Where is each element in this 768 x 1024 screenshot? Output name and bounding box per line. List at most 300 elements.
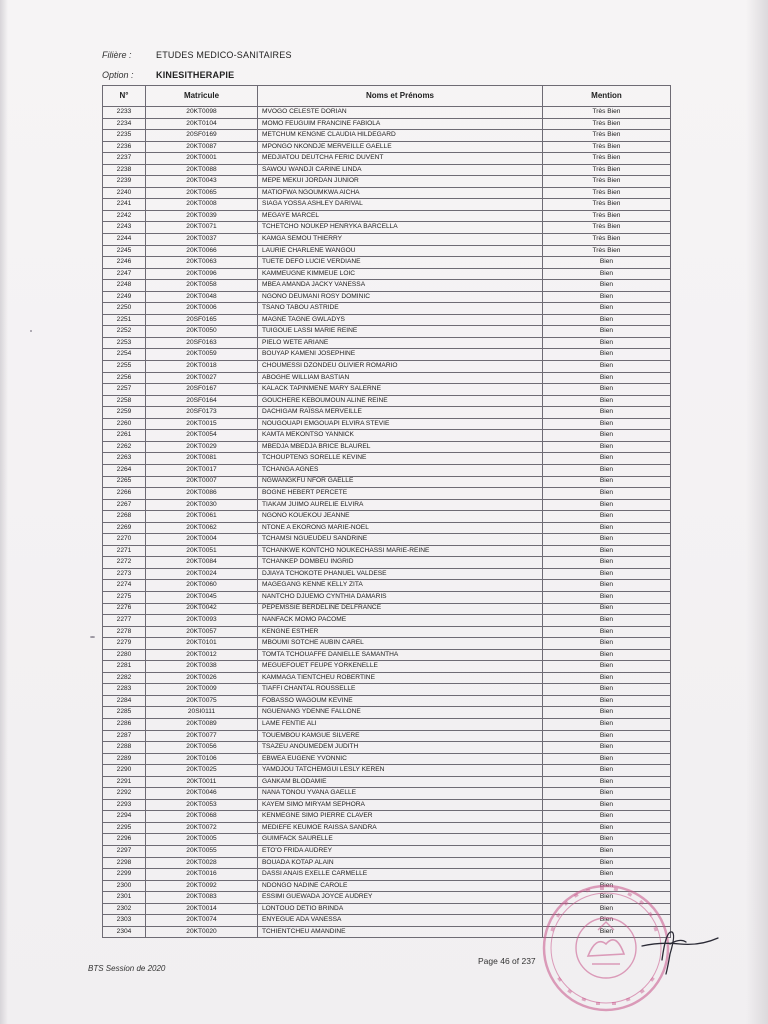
cell-number: 2265 <box>103 476 146 488</box>
cell-matricule: 20KT0015 <box>146 418 258 430</box>
cell-mention: Bien <box>543 811 671 823</box>
table-row <box>103 846 671 858</box>
cell-number: 2247 <box>103 268 146 280</box>
cell-number: 2278 <box>103 626 146 638</box>
cell-mention: Bien <box>543 626 671 638</box>
cell-name: TSAZEU ANOUMEDEM JUDITH <box>258 742 543 754</box>
cell-number: 2302 <box>103 903 146 915</box>
cell-mention: Bien <box>543 672 671 684</box>
cell-mention: Bien <box>543 488 671 500</box>
cell-number: 2304 <box>103 926 146 938</box>
cell-number: 2298 <box>103 857 146 869</box>
cell-name: TIAKAM JUIMO AURELIE ELVIRA <box>258 499 543 511</box>
cell-matricule: 20KT0006 <box>146 303 258 315</box>
cell-number: 2234 <box>103 118 146 130</box>
cell-number: 2272 <box>103 557 146 569</box>
cell-mention: Bien <box>543 337 671 349</box>
cell-mention: Bien <box>543 568 671 580</box>
cell-name: NTONE A EKORONG MARIE-NOEL <box>258 522 543 534</box>
cell-matricule: 20KT0087 <box>146 141 258 153</box>
cell-matricule: 20KT0011 <box>146 776 258 788</box>
cell-matricule: 20KT0028 <box>146 857 258 869</box>
table-row <box>103 464 671 476</box>
table-row <box>103 280 671 292</box>
cell-number: 2274 <box>103 580 146 592</box>
table-row <box>103 337 671 349</box>
cell-name: MBEDJA MBEDJA BRICE BLAUREL <box>258 441 543 453</box>
cell-number: 2266 <box>103 488 146 500</box>
table-row <box>103 245 671 257</box>
cell-name: TCHAMSI NGUEUDEU SANDRINE <box>258 534 543 546</box>
cell-name: ENYEGUE ADA VANESSA <box>258 915 543 927</box>
cell-matricule: 20KT0089 <box>146 718 258 730</box>
cell-mention: Bien <box>543 280 671 292</box>
cell-name: BOUADA KOTAP ALAIN <box>258 857 543 869</box>
cell-mention: Bien <box>543 326 671 338</box>
cell-mention: Bien <box>543 407 671 419</box>
cell-name: KAMMAGA TIENTCHEU ROBERTINE <box>258 672 543 684</box>
cell-mention: Bien <box>543 603 671 615</box>
cell-name: DASSI ANAIS EXELLE CARMELLE <box>258 869 543 881</box>
cell-matricule: 20KT0106 <box>146 753 258 765</box>
table-row <box>103 765 671 777</box>
cell-matricule: 20KT0088 <box>146 164 258 176</box>
cell-matricule: 20KT0042 <box>146 603 258 615</box>
cell-number: 2261 <box>103 430 146 442</box>
cell-mention: Bien <box>543 638 671 650</box>
cell-name: MBOUMI SOTCHE AUBIN CAREL <box>258 638 543 650</box>
table-row <box>103 742 671 754</box>
cell-name: METCHUM KENGNE CLAUDIA HILDEGARD <box>258 130 543 142</box>
cell-name: MBEA AMANDA JACKY VANESSA <box>258 280 543 292</box>
scan-shadow-right <box>746 0 768 1024</box>
table-row <box>103 257 671 269</box>
table-row <box>103 395 671 407</box>
cell-name: NANA TONOU YVANA GAELLE <box>258 788 543 800</box>
cell-matricule: 20KT0068 <box>146 811 258 823</box>
cell-matricule: 20KT0004 <box>146 534 258 546</box>
cell-mention: Bien <box>543 430 671 442</box>
cell-name: BOGNE HEBERT PERCETE <box>258 488 543 500</box>
cell-matricule: 20KT0055 <box>146 846 258 858</box>
cell-mention: Très Bien <box>543 222 671 234</box>
cell-name: TCHIENTCHEU AMANDINE <box>258 926 543 938</box>
cell-name: NGWANGKFU NFOR GAELLE <box>258 476 543 488</box>
cell-name: TCHANKEP DOMBEU INGRID <box>258 557 543 569</box>
table-row <box>103 591 671 603</box>
cell-name: GOUCHERE KEBOUMOUN ALINE REINE <box>258 395 543 407</box>
cell-mention: Très Bien <box>543 210 671 222</box>
cell-number: 2235 <box>103 130 146 142</box>
cell-mention: Bien <box>543 303 671 315</box>
cell-matricule: 20KT0008 <box>146 199 258 211</box>
table-row <box>103 695 671 707</box>
cell-number: 2283 <box>103 684 146 696</box>
table-row <box>103 545 671 557</box>
cell-matricule: 20KT0083 <box>146 892 258 904</box>
cell-name: TCHOUPTENG SORELLE KEVINE <box>258 453 543 465</box>
cell-mention: Bien <box>543 776 671 788</box>
cell-number: 2255 <box>103 361 146 373</box>
table-row <box>103 753 671 765</box>
cell-number: 2286 <box>103 718 146 730</box>
cell-matricule: 20KT0038 <box>146 661 258 673</box>
cell-number: 2256 <box>103 372 146 384</box>
cell-mention: Très Bien <box>543 245 671 257</box>
cell-mention: Bien <box>543 384 671 396</box>
cell-name: DACHIGAM RAÏSSA MERVEILLE <box>258 407 543 419</box>
cell-name: SAWOU WANDJI CARINE LINDA <box>258 164 543 176</box>
cell-matricule: 20KT0056 <box>146 742 258 754</box>
cell-matricule: 20KT0016 <box>146 869 258 881</box>
cell-matricule: 20KT0001 <box>146 153 258 165</box>
table-row <box>103 291 671 303</box>
cell-number: 2241 <box>103 199 146 211</box>
cell-name: KAYEM SIMO MIRYAM SEPHORA <box>258 799 543 811</box>
cell-mention: Bien <box>543 511 671 523</box>
cell-mention: Bien <box>543 395 671 407</box>
cell-number: 2268 <box>103 511 146 523</box>
cell-name: MPONGO NKONDJE MERVEILLE GAELLE <box>258 141 543 153</box>
table-row <box>103 372 671 384</box>
table-header-row <box>103 86 671 107</box>
cell-name: MVOGO CELESTE DORIAN <box>258 107 543 119</box>
cell-number: 2242 <box>103 210 146 222</box>
cell-number: 2252 <box>103 326 146 338</box>
table-row <box>103 164 671 176</box>
table-row <box>103 349 671 361</box>
cell-matricule: 20KT0053 <box>146 799 258 811</box>
cell-name: KAMTA MEKONTSO YANNICK <box>258 430 543 442</box>
results-table <box>102 85 671 938</box>
table-row <box>103 499 671 511</box>
cell-number: 2290 <box>103 765 146 777</box>
table-row <box>103 857 671 869</box>
cell-number: 2288 <box>103 742 146 754</box>
column-header-name: Noms et Prénoms <box>258 86 543 107</box>
scan-shadow-left <box>0 0 8 1024</box>
cell-mention: Bien <box>543 534 671 546</box>
table-row <box>103 210 671 222</box>
cell-number: 2251 <box>103 314 146 326</box>
table-row <box>103 488 671 500</box>
cell-matricule: 20KT0058 <box>146 280 258 292</box>
cell-matricule: 20KT0043 <box>146 176 258 188</box>
cell-number: 2296 <box>103 834 146 846</box>
cell-name: TIAFFI CHANTAL ROUSSELLE <box>258 684 543 696</box>
cell-matricule: 20KT0018 <box>146 361 258 373</box>
cell-number: 2253 <box>103 337 146 349</box>
cell-number: 2254 <box>103 349 146 361</box>
cell-mention: Bien <box>543 926 671 938</box>
table-row <box>103 130 671 142</box>
cell-name: GANKAM BLODAMIE <box>258 776 543 788</box>
option-label: Option : <box>102 70 134 80</box>
cell-number: 2276 <box>103 603 146 615</box>
cell-mention: Bien <box>543 799 671 811</box>
table-row <box>103 268 671 280</box>
table-row <box>103 788 671 800</box>
cell-number: 2245 <box>103 245 146 257</box>
table-row <box>103 799 671 811</box>
table-row <box>103 822 671 834</box>
table-row <box>103 453 671 465</box>
cell-number: 2275 <box>103 591 146 603</box>
cell-number: 2243 <box>103 222 146 234</box>
cell-mention: Bien <box>543 453 671 465</box>
cell-matricule: 20KT0084 <box>146 557 258 569</box>
cell-name: MEPE MEKUI JORDAN JUNIOR <box>258 176 543 188</box>
cell-name: SIAGA YOSSA ASHLEY DARIVAL <box>258 199 543 211</box>
table-row <box>103 511 671 523</box>
cell-name: KALACK TAPINMENE MARY SALERNE <box>258 384 543 396</box>
cell-matricule: 20KT0077 <box>146 730 258 742</box>
table-row <box>103 730 671 742</box>
cell-name: KAMMEUGNE KIMMEUE LOIC <box>258 268 543 280</box>
cell-name: BOUYAP KAMENI JOSEPHINE <box>258 349 543 361</box>
table-row <box>103 153 671 165</box>
cell-number: 2233 <box>103 107 146 119</box>
cell-name: TCHANGA AGNES <box>258 464 543 476</box>
cell-number: 2257 <box>103 384 146 396</box>
cell-matricule: 20SF0173 <box>146 407 258 419</box>
cell-matricule: 20KT0065 <box>146 187 258 199</box>
table-row <box>103 361 671 373</box>
cell-mention: Bien <box>543 314 671 326</box>
cell-number: 2299 <box>103 869 146 881</box>
cell-mention: Bien <box>543 372 671 384</box>
cell-mention: Bien <box>543 291 671 303</box>
column-header-mention: Mention <box>543 86 671 107</box>
cell-mention: Très Bien <box>543 153 671 165</box>
cell-name: MEGUEFOUET FEUPE YORKENELLE <box>258 661 543 673</box>
cell-matricule: 20KT0024 <box>146 568 258 580</box>
cell-mention: Bien <box>543 545 671 557</box>
cell-number: 2303 <box>103 915 146 927</box>
option-value: KINESITHERAPIE <box>156 70 235 80</box>
table-row <box>103 672 671 684</box>
cell-number: 2281 <box>103 661 146 673</box>
cell-name: MOMO FEUGUIM FRANCINE FABIOLA <box>258 118 543 130</box>
table-row <box>103 187 671 199</box>
cell-name: TCHANKWE KONTCHO NOUKECHASSI MARIE-REINE <box>258 545 543 557</box>
cell-mention: Bien <box>543 857 671 869</box>
cell-number: 2236 <box>103 141 146 153</box>
cell-matricule: 20KT0060 <box>146 580 258 592</box>
cell-number: 2295 <box>103 822 146 834</box>
cell-matricule: 20KT0007 <box>146 476 258 488</box>
cell-name: CHOUMESSI DZONDEU OLIVIER ROMARIO <box>258 361 543 373</box>
cell-matricule: 20KT0057 <box>146 626 258 638</box>
cell-number: 2301 <box>103 892 146 904</box>
table-row <box>103 684 671 696</box>
table-row <box>103 176 671 188</box>
cell-number: 2287 <box>103 730 146 742</box>
cell-matricule: 20KT0050 <box>146 326 258 338</box>
cell-name: NOUGOUAPI EMGOUAPI ELVIRA STEVIE <box>258 418 543 430</box>
cell-number: 2271 <box>103 545 146 557</box>
cell-name: NGONO DEUMANI ROSY DOMINIC <box>258 291 543 303</box>
cell-mention: Très Bien <box>543 176 671 188</box>
cell-name: TSANO TABOU ASTRIDE <box>258 303 543 315</box>
table-row <box>103 199 671 211</box>
cell-mention: Bien <box>543 591 671 603</box>
cell-mention: Bien <box>543 707 671 719</box>
cell-mention: Bien <box>543 464 671 476</box>
cell-name: PEPEMSSIE BERDELINE DELFRANCE <box>258 603 543 615</box>
cell-matricule: 20KT0071 <box>146 222 258 234</box>
cell-number: 2279 <box>103 638 146 650</box>
cell-name: MAGNE TAGNE GWLADYS <box>258 314 543 326</box>
cell-matricule: 20KT0074 <box>146 915 258 927</box>
cell-mention: Bien <box>543 892 671 904</box>
cell-number: 2273 <box>103 568 146 580</box>
table-row <box>103 776 671 788</box>
cell-number: 2239 <box>103 176 146 188</box>
cell-matricule: 20KT0005 <box>146 834 258 846</box>
cell-number: 2263 <box>103 453 146 465</box>
cell-mention: Bien <box>543 695 671 707</box>
cell-matricule: 20KT0086 <box>146 488 258 500</box>
cell-name: NGUENANG YDENNE FALLONE <box>258 707 543 719</box>
cell-matricule: 20SF0169 <box>146 130 258 142</box>
cell-name: ESSIMI GUEWADA JOYCE AUDREY <box>258 892 543 904</box>
cell-name: GUIMFACK SAURELLE <box>258 834 543 846</box>
table-row <box>103 568 671 580</box>
cell-name: LAME FENTIE ALI <box>258 718 543 730</box>
cell-name: MEGAYE MARCEL <box>258 210 543 222</box>
table-row <box>103 222 671 234</box>
table-row <box>103 118 671 130</box>
table-row <box>103 441 671 453</box>
cell-name: EBWEA EUGENE YVONNIC <box>258 753 543 765</box>
cell-name: YAMDJOU TATCHEMGUI LESLY KEREN <box>258 765 543 777</box>
handwritten-signature-icon <box>640 920 720 980</box>
cell-mention: Bien <box>543 441 671 453</box>
cell-matricule: 20KT0092 <box>146 880 258 892</box>
cell-mention: Très Bien <box>543 118 671 130</box>
cell-matricule: 20KT0104 <box>146 118 258 130</box>
table-row <box>103 707 671 719</box>
cell-number: 2297 <box>103 846 146 858</box>
cell-matricule: 20KT0045 <box>146 591 258 603</box>
option-line <box>102 70 234 80</box>
cell-mention: Bien <box>543 846 671 858</box>
cell-number: 2246 <box>103 257 146 269</box>
cell-number: 2267 <box>103 499 146 511</box>
cell-mention: Très Bien <box>543 199 671 211</box>
cell-mention: Bien <box>543 522 671 534</box>
cell-name: MEDJIATOU DEUTCHA FERIC DUVENT <box>258 153 543 165</box>
cell-matricule: 20KT0020 <box>146 926 258 938</box>
cell-matricule: 20KT0062 <box>146 522 258 534</box>
cell-mention: Très Bien <box>543 141 671 153</box>
cell-matricule: 20SF0163 <box>146 337 258 349</box>
cell-number: 2249 <box>103 291 146 303</box>
table-row <box>103 649 671 661</box>
cell-number: 2289 <box>103 753 146 765</box>
cell-mention: Très Bien <box>543 234 671 246</box>
cell-number: 2258 <box>103 395 146 407</box>
cell-number: 2240 <box>103 187 146 199</box>
cell-number: 2291 <box>103 776 146 788</box>
cell-name: LAURIE CHARLENE WANGOU <box>258 245 543 257</box>
cell-matricule: 20KT0048 <box>146 291 258 303</box>
cell-matricule: 20KT0051 <box>146 545 258 557</box>
cell-mention: Bien <box>543 476 671 488</box>
cell-matricule: 20KT0027 <box>146 372 258 384</box>
table-row <box>103 534 671 546</box>
table-row <box>103 430 671 442</box>
cell-number: 2237 <box>103 153 146 165</box>
table-row <box>103 615 671 627</box>
cell-number: 2262 <box>103 441 146 453</box>
cell-name: TUETE DEFO LUCIE VERDIANE <box>258 257 543 269</box>
cell-number: 2284 <box>103 695 146 707</box>
cell-name: TOUEMBOU KAMGUE SILVERE <box>258 730 543 742</box>
table-row <box>103 626 671 638</box>
cell-mention: Bien <box>543 268 671 280</box>
cell-name: NGONO KOUEKOU JEANNE <box>258 511 543 523</box>
cell-number: 2282 <box>103 672 146 684</box>
cell-number: 2269 <box>103 522 146 534</box>
cell-mention: Très Bien <box>543 130 671 142</box>
cell-matricule: 20KT0030 <box>146 499 258 511</box>
filiere-label: Filière : <box>102 50 132 60</box>
cell-matricule: 20KT0072 <box>146 822 258 834</box>
cell-mention: Bien <box>543 915 671 927</box>
cell-mention: Bien <box>543 361 671 373</box>
cell-name: MAGEGANG KENNE KELLY ZITA <box>258 580 543 592</box>
cell-mention: Bien <box>543 661 671 673</box>
cell-matricule: 20KT0014 <box>146 903 258 915</box>
cell-mention: Bien <box>543 649 671 661</box>
cell-matricule: 20SI0111 <box>146 707 258 719</box>
cell-mention: Bien <box>543 718 671 730</box>
cell-matricule: 20SF0164 <box>146 395 258 407</box>
cell-mention: Bien <box>543 499 671 511</box>
cell-matricule: 20KT0029 <box>146 441 258 453</box>
table-row <box>103 603 671 615</box>
cell-number: 2238 <box>103 164 146 176</box>
cell-name: FOBASSO WAGOUM KEVINE <box>258 695 543 707</box>
cell-matricule: 20KT0075 <box>146 695 258 707</box>
cell-mention: Très Bien <box>543 107 671 119</box>
page-number: Page 46 of 237 <box>478 956 536 966</box>
cell-number: 2293 <box>103 799 146 811</box>
cell-number: 2300 <box>103 880 146 892</box>
column-header-matricule: Matricule <box>146 86 258 107</box>
cell-number: 2280 <box>103 649 146 661</box>
cell-matricule: 20KT0101 <box>146 638 258 650</box>
cell-matricule: 20KT0096 <box>146 268 258 280</box>
cell-mention: Bien <box>543 557 671 569</box>
cell-name: TUIGOUE LASSI MARIE REINE <box>258 326 543 338</box>
cell-name: PIELO WETE ARIANE <box>258 337 543 349</box>
cell-matricule: 20KT0039 <box>146 210 258 222</box>
cell-number: 2294 <box>103 811 146 823</box>
cell-mention: Très Bien <box>543 187 671 199</box>
cell-mention: Bien <box>543 684 671 696</box>
cell-mention: Bien <box>543 903 671 915</box>
cell-name: MEDIEFE KEUMOE RAISSA SANDRA <box>258 822 543 834</box>
table-row <box>103 638 671 650</box>
cell-mention: Bien <box>543 834 671 846</box>
cell-matricule: 20KT0025 <box>146 765 258 777</box>
cell-matricule: 20KT0017 <box>146 464 258 476</box>
cell-matricule: 20KT0081 <box>146 453 258 465</box>
scan-speck <box>90 636 95 638</box>
